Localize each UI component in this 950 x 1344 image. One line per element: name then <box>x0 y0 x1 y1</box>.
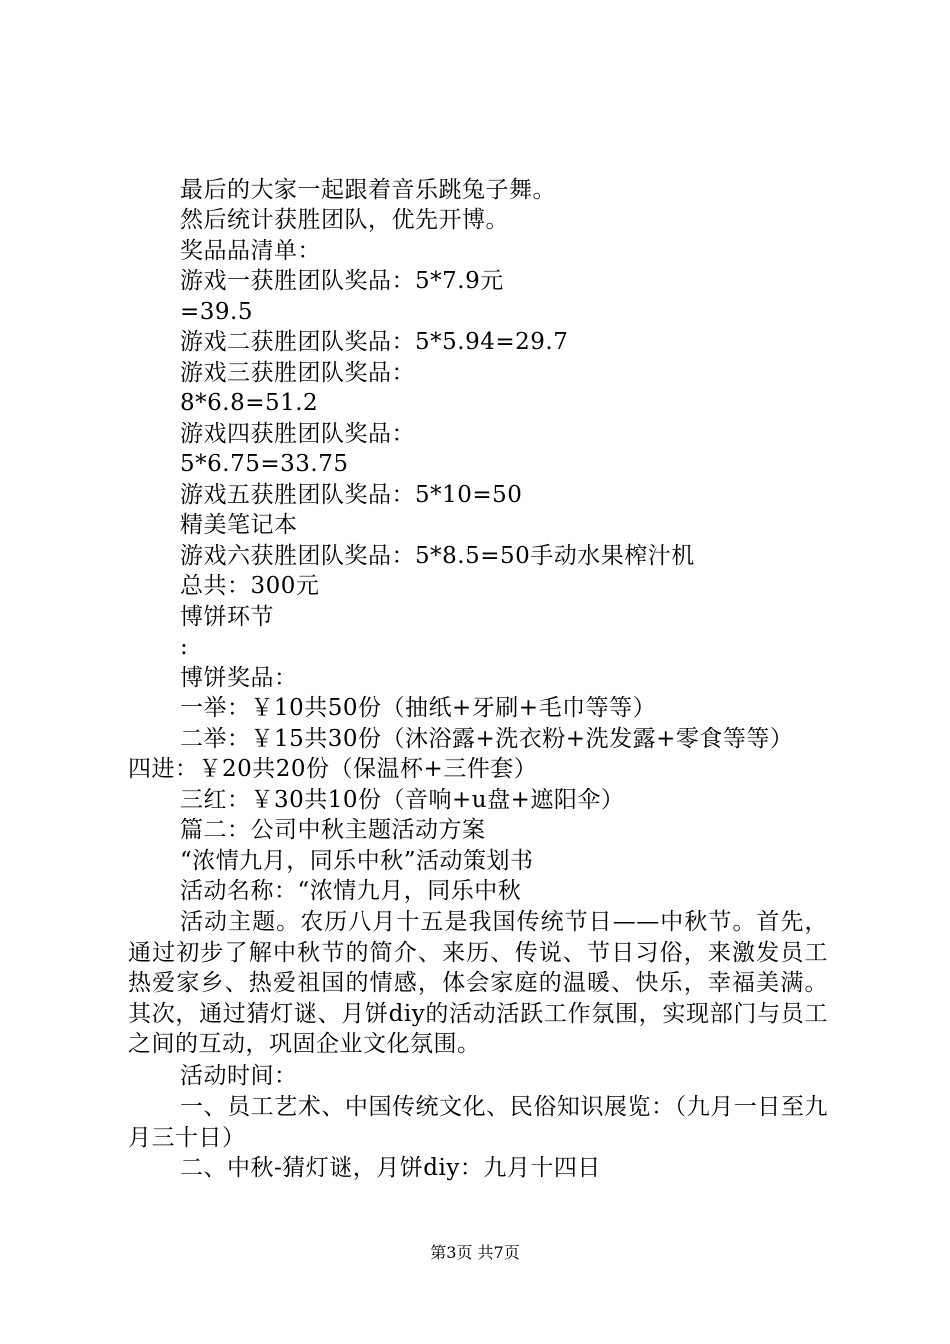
text-line: 精美笔记本 <box>180 512 298 538</box>
text-line: 最后的大家一起跟着音乐跳兔子舞。 <box>180 177 556 203</box>
text-line: 然后统计获胜团队，优先开博。 <box>180 207 509 233</box>
page-number-footer: 第3页 共7页 <box>430 1243 520 1262</box>
text-line: 活动名称：“浓情九月，同乐中秋 <box>180 878 522 904</box>
document-title: “浓情九月，同乐中秋”活动策划书 <box>180 848 534 874</box>
text-line: : <box>180 634 189 660</box>
text-line: =39.5 <box>180 299 253 325</box>
text-line: 一举：￥10共50份（抽纸+牙刷+毛巾等等） <box>180 695 657 721</box>
text-line: 游戏二获胜团队奖品：5*5.94=29.7 <box>180 329 569 355</box>
text-line: 二、中秋-猜灯谜，月饼diy：九月十四日 <box>180 1155 601 1181</box>
text-line: 游戏一获胜团队奖品：5*7.9元 <box>180 268 504 294</box>
text-line: 游戏六获胜团队奖品：5*8.5=50手动水果榨汁机 <box>180 543 695 569</box>
text-line: 博饼环节 <box>180 604 274 630</box>
body-paragraph: 活动主题。农历八月十五是我国传统节日——中秋节。首先，通过初步了解中秋节的简介、来历、传说、节日习俗，来激发员工热爱家乡、热爱祖国的情感，体会家庭的温暖、快乐，幸福美满。其次，通过猜灯谜、月饼diy的活动活跃工作氛围，实现部门与员工之间的互动，巩固企业文化氛围。 <box>128 909 828 1057</box>
body-paragraph: 一、员工艺术、中国传统文化、民俗知识展览：（九月一日至九月三十日） <box>128 1094 828 1151</box>
text-line: 奖品品清单： <box>180 238 321 264</box>
text-line: 三红：￥30共10份（音响+u盘+遮阳伞） <box>180 787 625 813</box>
text-line: 游戏四获胜团队奖品： <box>180 421 415 447</box>
section-heading: 篇二：公司中秋主题活动方案 <box>180 817 486 843</box>
text-line: 游戏五获胜团队奖品：5*10=50 <box>180 482 523 508</box>
text-line: 总共：300元 <box>180 573 320 599</box>
text-line: 活动时间： <box>180 1063 298 1089</box>
text-line: 5*6.75=33.75 <box>180 451 349 477</box>
text-line: 博饼奖品： <box>180 665 298 691</box>
text-line: 游戏三获胜团队奖品： <box>180 360 415 386</box>
text-line: 8*6.8=51.2 <box>180 390 319 416</box>
text-line: 四进：￥20共20份（保温杯+三件套） <box>128 756 538 782</box>
text-line: 二举：￥15共30份（沐浴露+洗衣粉+洗发露+零食等等） <box>180 726 794 752</box>
